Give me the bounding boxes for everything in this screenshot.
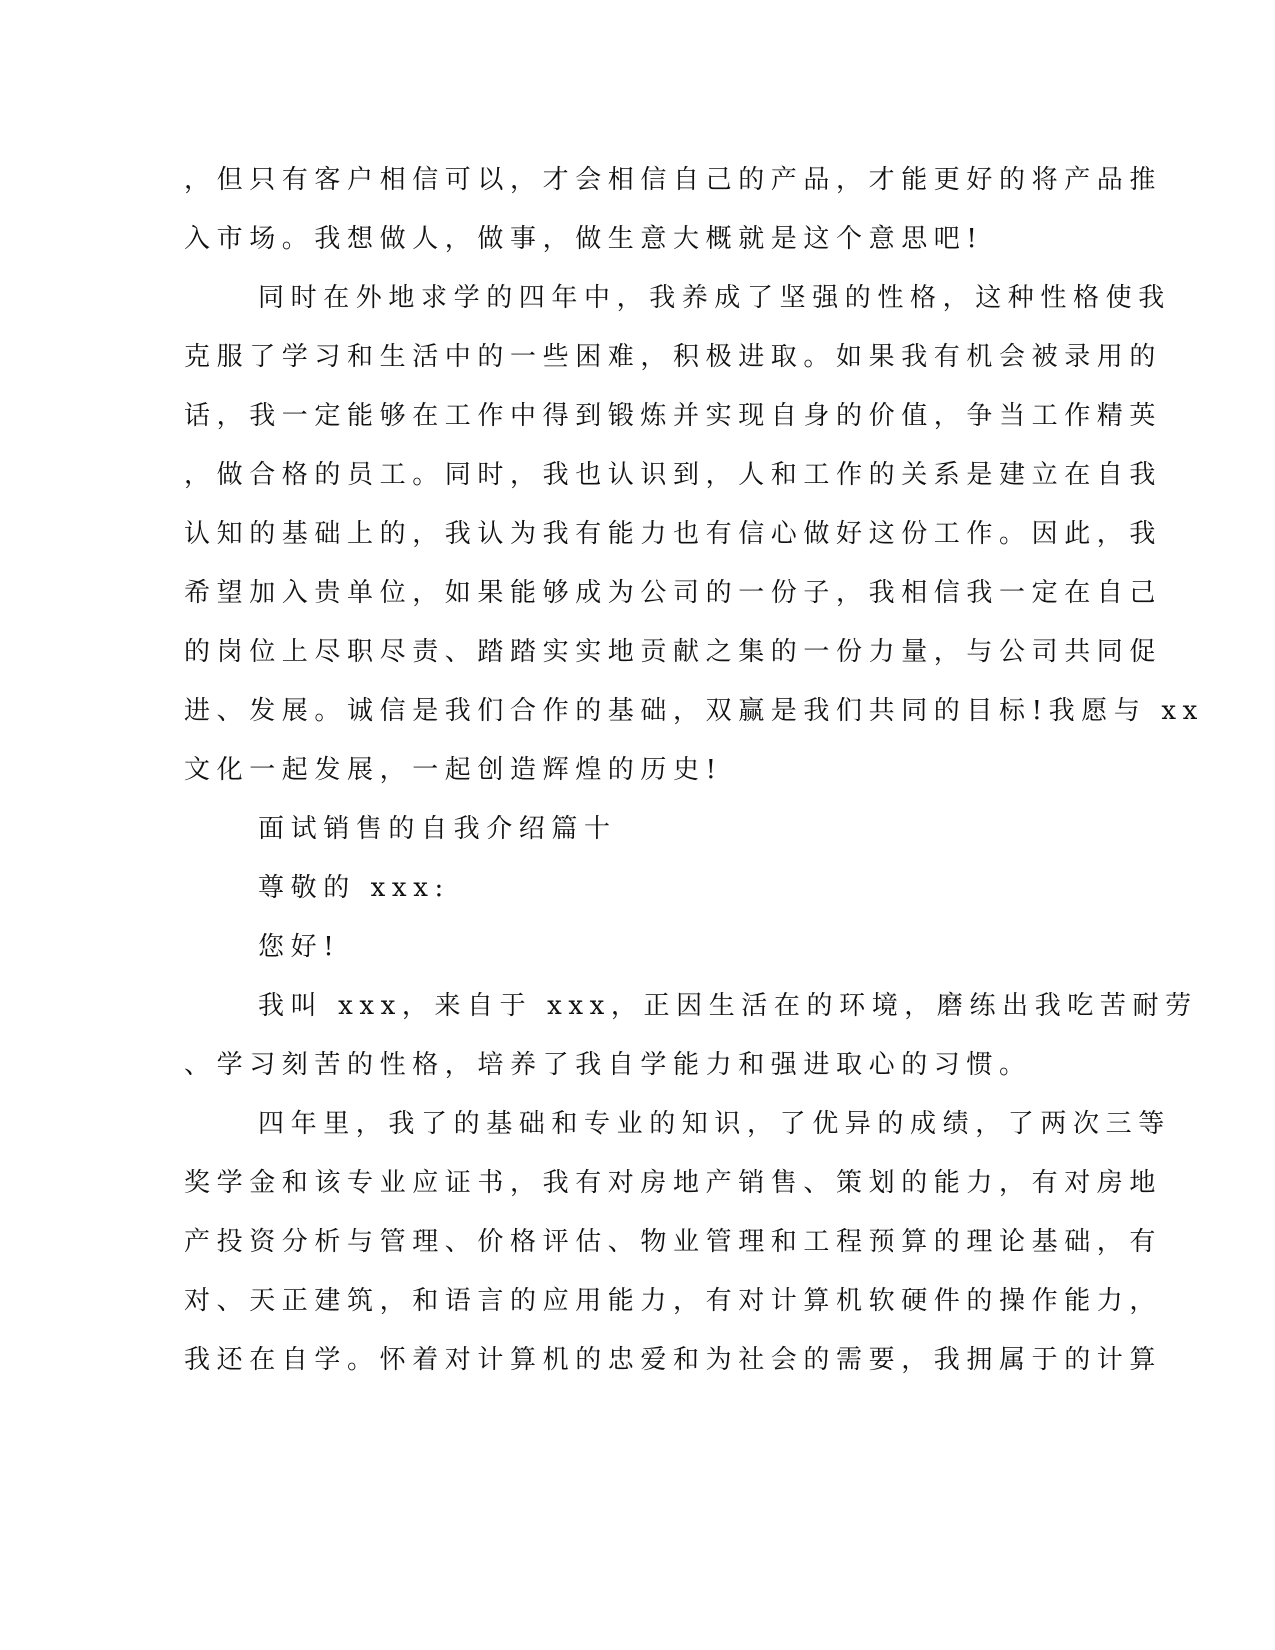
text-line: 入市场。我想做人，做事，做生意大概就是这个意思吧! <box>184 224 984 254</box>
paragraph-start-line: 同时在外地求学的四年中，我养成了坚强的性格，这种性格使我 <box>258 283 1171 313</box>
paragraph-start-line: 四年里，我了的基础和专业的知识，了优异的成绩，了两次三等 <box>258 1109 1171 1139</box>
text-line: 进、发展。诚信是我们合作的基础，双赢是我们共同的目标!我愿与 xx <box>184 696 1204 726</box>
text-line: 希望加入贵单位，如果能够成为公司的一份子，我相信我一定在自己 <box>184 578 1163 608</box>
section-heading: 面试销售的自我介绍篇十 <box>258 814 617 844</box>
text-line: 产投资分析与管理、价格评估、物业管理和工程预算的理论基础，有 <box>184 1227 1163 1257</box>
text-line: 文化一起发展，一起创造辉煌的历史! <box>184 755 723 785</box>
text-line: 奖学金和该专业应证书，我有对房地产销售、策划的能力，有对房地 <box>184 1168 1163 1198</box>
text-line: 认知的基础上的，我认为我有能力也有信心做好这份工作。因此，我 <box>184 519 1163 549</box>
salutation: 尊敬的 xxx: <box>258 873 450 903</box>
text-line: 话，我一定能够在工作中得到锻炼并实现自身的价值，争当工作精英 <box>184 401 1163 431</box>
text-line: ，但只有客户相信可以，才会相信自己的产品，才能更好的将产品推 <box>184 165 1163 195</box>
text-line: 对、天正建筑，和语言的应用能力，有对计算机软硬件的操作能力， <box>184 1286 1163 1316</box>
text-line: 克服了学习和生活中的一些困难，积极进取。如果我有机会被录用的 <box>184 342 1163 372</box>
text-line: 我还在自学。怀着对计算机的忠爱和为社会的需要，我拥属于的计算 <box>184 1345 1163 1375</box>
text-line: 、学习刻苦的性格，培养了我自学能力和强进取心的习惯。 <box>184 1050 1032 1080</box>
paragraph-start-line: 我叫 xxx，来自于 xxx，正因生活在的环境，磨练出我吃苦耐劳 <box>258 991 1198 1021</box>
text-line: 的岗位上尽职尽责、踏踏实实地贡献之集的一份力量，与公司共同促 <box>184 637 1163 667</box>
text-line: ，做合格的员工。同时，我也认识到，人和工作的关系是建立在自我 <box>184 460 1163 490</box>
greeting: 您好! <box>258 932 341 962</box>
